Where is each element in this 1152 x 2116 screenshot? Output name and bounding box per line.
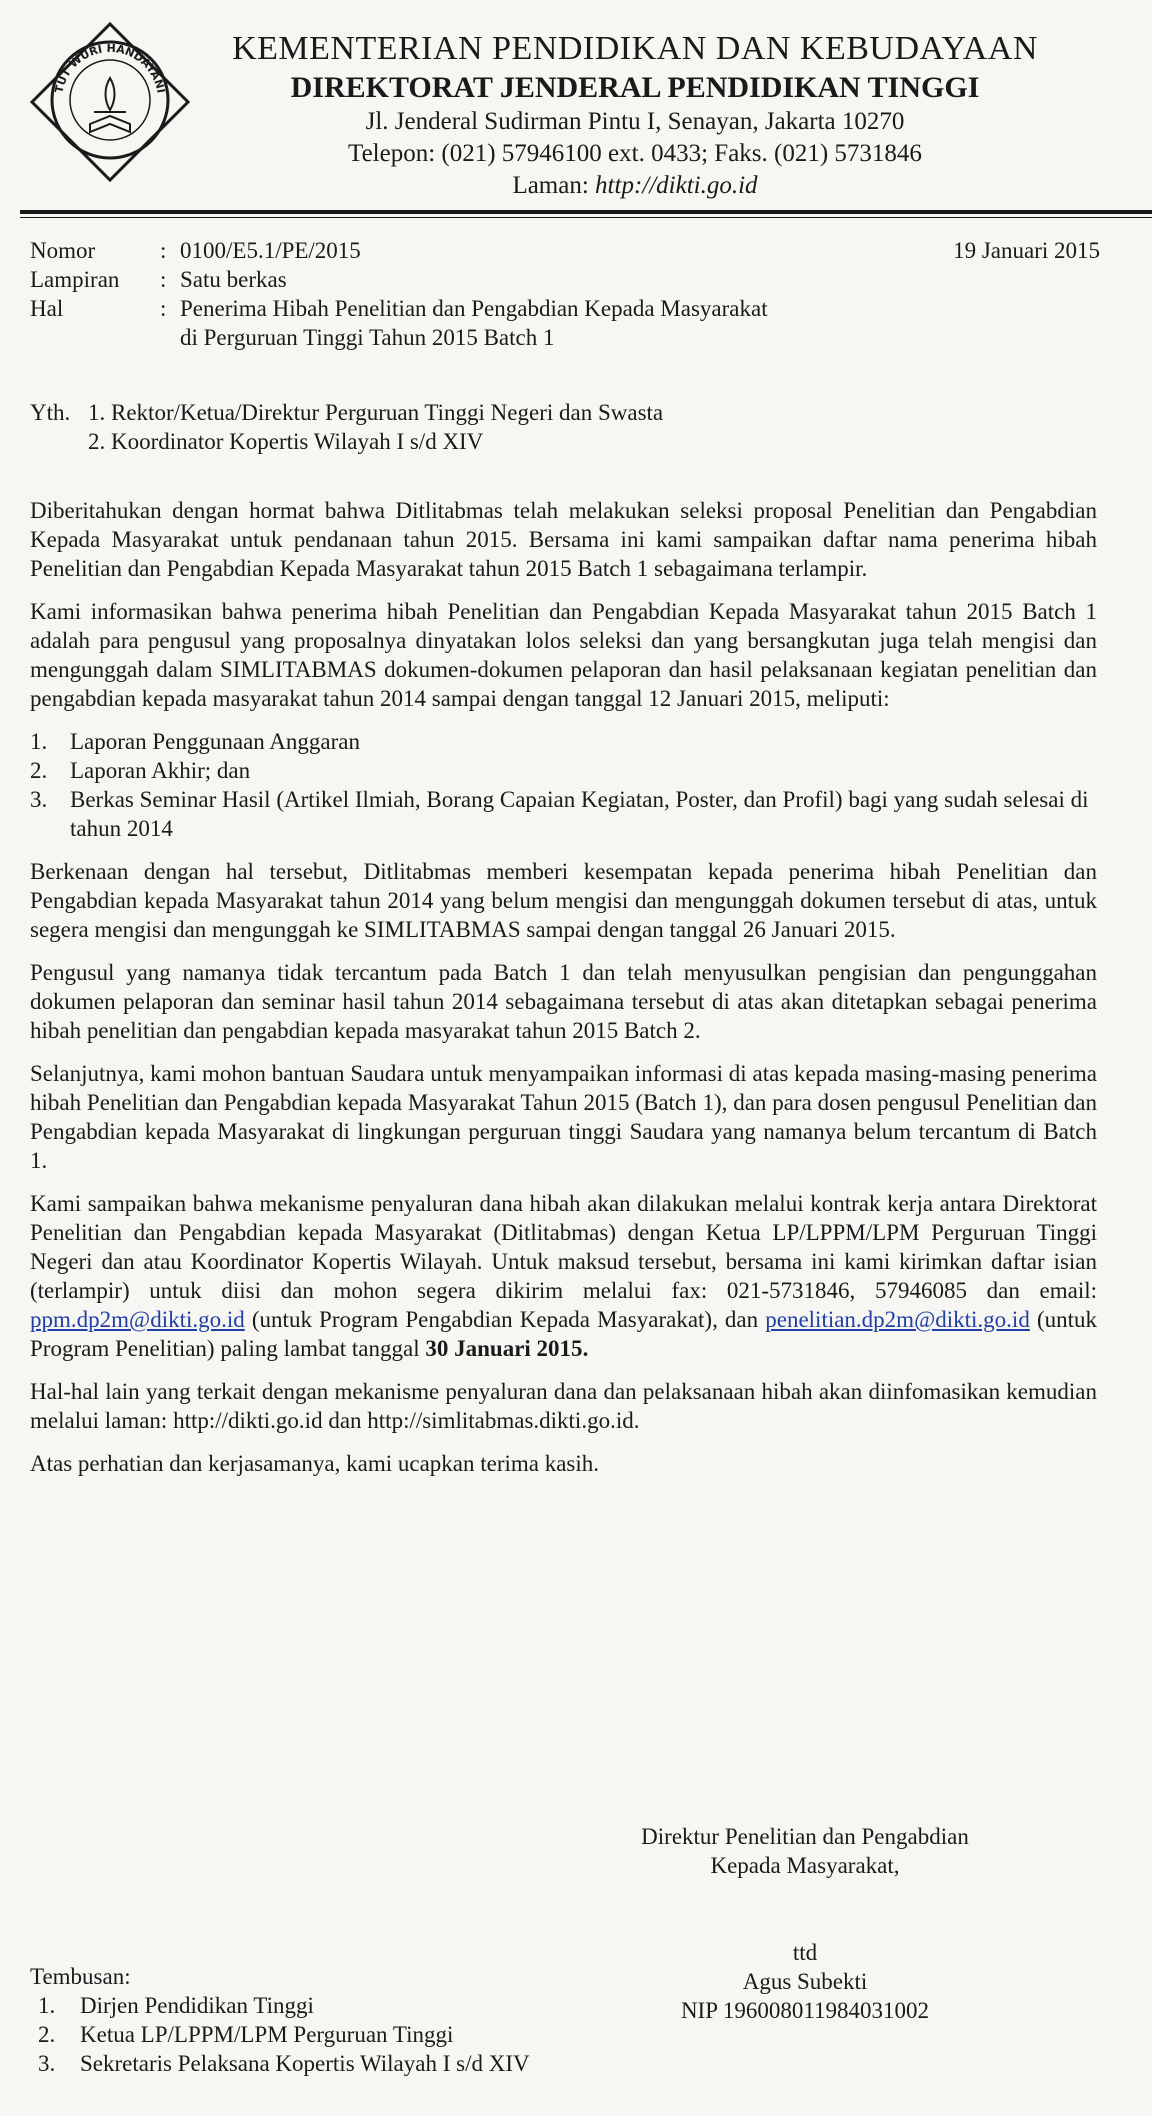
letter-body [30,496,1097,1492]
email-penelitian-link[interactable]: penelitian.dp2m@dikti.go.id [765,1307,1030,1332]
deadline-date: 30 Januari 2015 [425,1336,583,1361]
list-item: 1. Laporan Penggunaan Anggaran [30,729,360,754]
website-line [180,170,1090,202]
svg-text:TUT WURI HANDAYANI [53,42,168,94]
nomor-value: 0100/E5.1/PE/2015 [180,238,361,263]
tembusan [30,1962,530,2078]
letterhead [180,28,1090,202]
paragraph-6-text-a: Kami sampaikan bahwa mekanisme penyaluran dana hibah akan dilakukan melalui kontrak kerja antara Direktorat Penelitian dan Pengabdian kepada Masyarakat (Ditlitabmas) dengan Ketua LP/LPPM/LPM Perguruan Tinggi Negeri dan atau Koordinator Kopertis Wilayah. Untuk maksud tersebut, bersama ini kami kirimkan daftar isian (terlampir) untuk diisi dan mohon segera dikirim melalui fax: 021-5731846, 57946085 dan email: [30,1191,1097,1303]
phone: Telepon: (021) 57946100 ext. 0433; Faks. (021) 5731846 [348,140,922,167]
colon: : [160,296,167,321]
website-link[interactable]: http://dikti.go.id [595,172,758,199]
ministry-name: KEMENTERIAN PENDIDIKAN DAN KEBUDAYAAN [232,30,1038,67]
nomor-label: Nomor [30,238,96,263]
signer-nip: NIP 196008011984031002 [680,1998,930,2023]
colon: : [160,238,167,263]
header-rule-thin [20,217,1152,218]
header-rule [20,210,1152,214]
signature-block [580,1822,1030,2025]
lampiran-value: Satu berkas [180,267,287,292]
list-item: 1. Dirjen Pendidikan Tinggi [38,1993,314,2018]
list-item: 3. Berkas Seminar Hasil (Artikel Ilmiah, Borang Capaian Kegiatan, Poster, dan Profil) bagi yang sudah selesai di tahun 2014 [30,787,1089,841]
tembusan-label: Tembusan: [30,1964,131,1989]
list-item: 2. Laporan Akhir; dan [30,758,251,783]
paragraph-6 [30,1189,1097,1363]
hal-value-2: di Perguruan Tinggi Tahun 2015 Batch 1 [180,325,555,350]
hal-label: Hal [30,296,64,321]
logo-motto: TUT WURI HANDAYANI [52,41,168,95]
hal-value-1: Penerima Hibah Penelitian dan Pengabdian Kepada Masyarakat [180,296,768,321]
ttd-mark: ttd [792,1940,818,1965]
addressees [30,398,663,456]
addressee-2: 2. Koordinator Kopertis Wilayah I s/d XIV [88,429,484,454]
paragraph-4: Pengusul yang namanya tidak tercantum pada Batch 1 dan telah menyusulkan pengisian dan pengunggahan dokumen pelaporan dan seminar hasil tahun 2014 sebagaimana tersebut di atas akan ditetapkan sebagai penerima hibah penelitian dan pengabdian kepada masyarakat tahun 2015 Batch 2. [30,960,1097,1043]
paragraph-3: Berkenaan dengan hal tersebut, Ditlitabmas memberi kesempatan kepada penerima hibah Penelitian dan Pengabdian kepada Masyarakat tahun 2014 yang belum mengisi dan mengunggah dokumen tersebut di atas, untuk segera mengisi dan mengunggah ke SIMLITABMAS sampai dengan tanggal 26 Januari 2015. [30,859,1097,942]
paragraph-6-text-b: (untuk Program Pengabdian Kepada Masyarakat), dan [244,1307,766,1332]
directorate-name: DIREKTORAT JENDERAL PENDIDIKAN TINGGI [290,71,980,104]
address: Jl. Jenderal Sudirman Pintu I, Senayan, Jakarta 10270 [365,108,905,135]
paragraph-8: Atas perhatian dan kerjasamanya, kami ucapkan terima kasih. [30,1451,600,1476]
list-item: 3. Sekretaris Pelaksana Kopertis Wilayah I s/d XIV [38,2051,530,2076]
paragraph-6-end: . [582,1336,589,1361]
colon: : [160,267,167,292]
yth-label: Yth. [30,400,71,425]
paragraph-2: Kami informasikan bahwa penerima hibah Penelitian dan Pengabdian Kepada Masyarakat tahun 2015 Batch 1 adalah para pengusul yang proposalnya dinyatakan lolos seleksi dan yang bersangkutan juga telah mengisi dan mengunggah dalam SIMLITABMAS dokumen-dokumen pelaporan dan hasil pelaksanaan kegiatan penelitian dan pengabdian kepada masyarakat tahun 2014 sampai dengan tanggal 12 Januari 2015, meliputi: [30,599,1097,711]
signer-title-2: Kepada Masyarakat, [710,1853,900,1878]
letter-date: 19 Januari 2015 [953,238,1100,263]
website-label: Laman: [512,172,596,199]
ministry-logo [28,20,192,184]
paragraph-1: Diberitahukan dengan hormat bahwa Ditlitabmas telah melakukan seleksi proposal Penelitian dan Pengabdian Kepada Masyarakat untuk pendanaan tahun 2015. Bersama ini kami sampaikan daftar nama penerima hibah Penelitian dan Pengabdian Kepada Masyarakat tahun 2015 Batch 1 sebagaimana terlampir. [30,498,1097,581]
email-ppm-link[interactable]: ppm.dp2m@dikti.go.id [30,1307,245,1332]
paragraph-5: Selanjutnya, kami mohon bantuan Saudara untuk menyampaikan informasi di atas kepada masing-masing penerima hibah Penelitian dan Pengabdian kepada Masyarakat Tahun 2015 (Batch 1), dan para dosen pengusul Penelitian dan Pengabdian kepada Masyarakat di lingkungan perguruan tinggi Saudara yang namanya belum tercantum di Batch 1. [30,1061,1097,1173]
addressee-1: 1. Rektor/Ketua/Direktur Perguruan Tinggi Negeri dan Swasta [88,400,664,425]
paragraph-7: Hal-hal lain yang terkait dengan mekanisme penyaluran dana dan pelaksanaan hibah akan diinfomasikan kemudian melalui laman: http://dikti.go.id dan http://simlitabmas.dikti.go.id. [30,1379,1097,1433]
signer-name: Agus Subekti [742,1969,868,1994]
list-item: 2. Ketua LP/LPPM/LPM Perguruan Tinggi [38,2022,454,2047]
paragraph-6-text-c: (untuk Program Penelitian) paling lambat tanggal [30,1307,1097,1361]
lampiran-label: Lampiran [30,267,120,292]
document-list [30,727,1097,843]
signer-title-1: Direktur Penelitian dan Pengabdian [641,1824,969,1849]
